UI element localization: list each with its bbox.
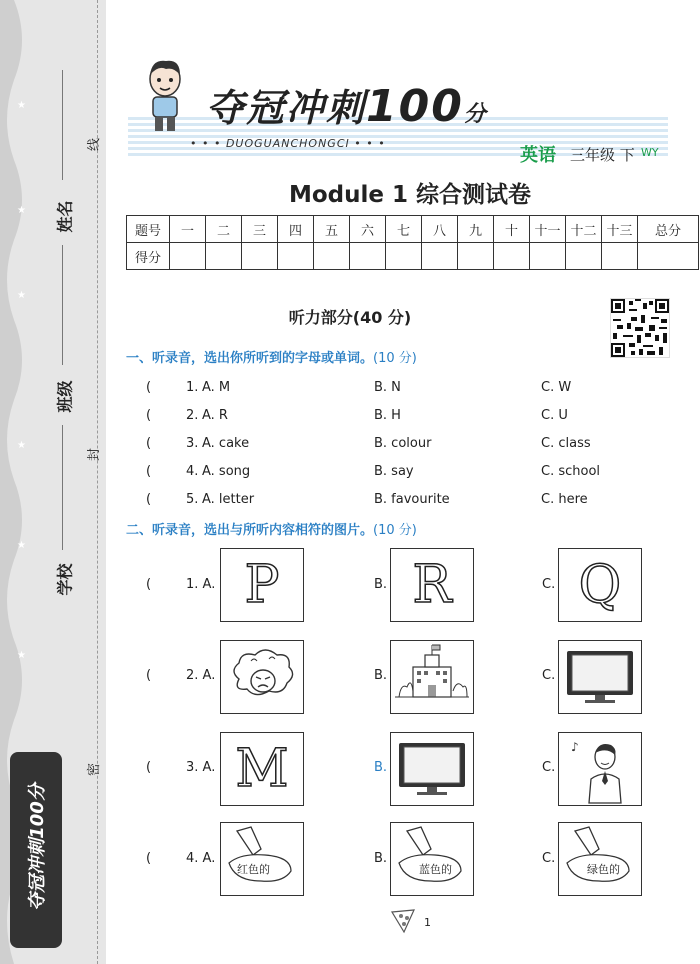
seal-label: 封 — [87, 447, 103, 462]
option-b: B. N — [374, 380, 401, 395]
secret-label: 密 — [87, 762, 103, 777]
picture-option[interactable] — [558, 732, 642, 806]
score-cell: 五 — [314, 216, 350, 243]
score-table — [126, 215, 699, 270]
question-row — [126, 408, 686, 428]
option-a: A. R — [202, 408, 228, 423]
letter-m-image: M — [235, 739, 289, 799]
side-logo: 夺冠冲刺100分 — [10, 752, 62, 948]
option-a: A. cake — [202, 436, 250, 451]
crayon-icon — [221, 823, 303, 895]
letter-p-image: P — [244, 555, 280, 615]
tv-icon — [391, 733, 473, 805]
picture-option[interactable] — [558, 548, 642, 622]
page-number: 1 — [424, 916, 431, 929]
question-row — [126, 492, 686, 512]
angry-face-icon — [221, 641, 303, 713]
option-label: C. — [542, 668, 556, 683]
option-b: B. say — [374, 464, 414, 479]
header-banner — [128, 55, 668, 165]
score-cell: 三 — [242, 216, 278, 243]
score-input-cell[interactable] — [206, 243, 242, 270]
score-cell: 八 — [422, 216, 458, 243]
score-cell: 二 — [206, 216, 242, 243]
picture-option[interactable] — [558, 640, 642, 714]
score-input-cell[interactable] — [530, 243, 566, 270]
score-value-row — [127, 243, 699, 270]
question-number: 1. — [186, 380, 199, 395]
answer-bracket[interactable]: ( — [146, 760, 152, 775]
question-number: 4. A. — [186, 851, 216, 866]
option-a: A. letter — [202, 492, 255, 507]
score-cell: 十三 — [602, 216, 638, 243]
school-line — [62, 425, 63, 550]
option-label: B. — [374, 851, 388, 866]
brand-title: 夺冠冲刺100分 — [206, 81, 488, 132]
answer-bracket[interactable]: ( — [146, 492, 152, 507]
tv-icon — [559, 641, 641, 713]
brand-pinyin: • • • DUOGUANCHONGCI • • • — [190, 137, 386, 150]
letter-r-image: R — [412, 555, 452, 615]
score-input-cell[interactable] — [350, 243, 386, 270]
answer-bracket[interactable]: ( — [146, 851, 152, 866]
question-number: 2. A. — [186, 668, 216, 683]
option-a: A. song — [202, 464, 251, 479]
question-number: 2. — [186, 408, 199, 423]
star-icon: ★ — [17, 100, 26, 111]
picture-option[interactable] — [220, 548, 304, 622]
picture-option[interactable] — [390, 548, 474, 622]
option-c: C. class — [541, 436, 591, 451]
score-input-cell[interactable] — [170, 243, 206, 270]
score-input-cell[interactable] — [278, 243, 314, 270]
score-input-cell[interactable] — [638, 243, 699, 270]
score-input-cell[interactable] — [494, 243, 530, 270]
answer-bracket[interactable]: ( — [146, 464, 152, 479]
score-input-cell[interactable] — [314, 243, 350, 270]
score-header-row — [127, 216, 699, 243]
name-line — [62, 70, 63, 180]
score-cell: 十一 — [530, 216, 566, 243]
binding-margin — [0, 0, 106, 964]
crayon-icon — [559, 823, 641, 895]
star-icon: ★ — [17, 205, 26, 216]
star-icon: ★ — [17, 650, 26, 661]
score-cell: 总分 — [638, 216, 699, 243]
option-a: A. M — [202, 380, 231, 395]
option-b: B. colour — [374, 436, 432, 451]
page-title: Module 1 综合测试卷 — [288, 182, 532, 208]
name-label: 姓名 — [55, 200, 75, 233]
option-b: B. favourite — [374, 492, 450, 507]
picture-option[interactable] — [390, 640, 474, 714]
letter-q-image: Q — [578, 555, 622, 615]
option-label: B. — [374, 760, 388, 775]
star-icon: ★ — [17, 540, 26, 551]
picture-option[interactable] — [220, 822, 304, 896]
option-label: B. — [374, 577, 388, 592]
picture-option[interactable] — [220, 732, 304, 806]
picture-option[interactable] — [390, 732, 474, 806]
question-row — [126, 464, 686, 484]
score-input-cell[interactable] — [458, 243, 494, 270]
answer-bracket[interactable]: ( — [146, 577, 152, 592]
option-label: C. — [542, 851, 556, 866]
score-row-label: 得分 — [127, 243, 170, 270]
svg-text:♪: ♪ — [571, 740, 579, 754]
score-cell: 十 — [494, 216, 530, 243]
question-number: 3. — [186, 436, 199, 451]
picture-option[interactable] — [220, 640, 304, 714]
school-label: 学校 — [55, 563, 75, 596]
picture-option[interactable] — [390, 822, 474, 896]
score-cell: 七 — [386, 216, 422, 243]
score-cell: 十二 — [566, 216, 602, 243]
question-row — [126, 380, 686, 400]
part2-instruction: 二、听录音，选出与所听内容相符的图片。(10 分) — [126, 523, 417, 538]
option-c: C. school — [541, 464, 601, 479]
question-number: 4. — [186, 464, 199, 479]
score-cell: 六 — [350, 216, 386, 243]
question-row — [126, 436, 686, 456]
page-ornament-icon — [388, 906, 420, 934]
boy-mascot-icon — [136, 55, 194, 135]
crayon-icon — [391, 823, 473, 895]
class-label: 班级 — [55, 380, 75, 413]
listening-section-title: 听力部分(40 分) — [288, 308, 412, 327]
option-label: B. — [374, 668, 388, 683]
line-label: 线 — [87, 137, 103, 152]
option-b: B. H — [374, 408, 401, 423]
crayon-label: 蓝色的 — [419, 863, 452, 876]
score-input-cell[interactable] — [422, 243, 458, 270]
answer-bracket[interactable]: ( — [146, 380, 152, 395]
question-number: 3. A. — [186, 760, 216, 775]
edition-label: WY — [641, 146, 659, 159]
answer-bracket[interactable]: ( — [146, 668, 152, 683]
answer-bracket[interactable]: ( — [146, 408, 152, 423]
option-c: C. W — [541, 380, 572, 395]
answer-bracket[interactable]: ( — [146, 436, 152, 451]
score-input-cell[interactable] — [242, 243, 278, 270]
crayon-label: 绿色的 — [587, 863, 620, 876]
subject-label: 英语 — [520, 145, 556, 166]
option-label: C. — [542, 760, 556, 775]
question-number: 1. A. — [186, 577, 216, 592]
score-input-cell[interactable] — [386, 243, 422, 270]
crayon-label: 红色的 — [237, 863, 270, 876]
school-building-icon — [391, 641, 473, 713]
score-cell: 一 — [170, 216, 206, 243]
option-c: C. U — [541, 408, 568, 423]
score-input-cell[interactable] — [602, 243, 638, 270]
grade-label: 三年级 下 — [570, 146, 635, 164]
score-cell: 题号 — [127, 216, 170, 243]
picture-option[interactable] — [558, 822, 642, 896]
part1-instruction: 一、听录音，选出你所听到的字母或单词。(10 分) — [126, 351, 417, 366]
star-icon: ★ — [17, 290, 26, 301]
singing-man-icon — [559, 733, 641, 805]
score-cell: 九 — [458, 216, 494, 243]
score-cell: 四 — [278, 216, 314, 243]
star-icon: ★ — [17, 440, 26, 451]
option-label: C. — [542, 577, 556, 592]
option-c: C. here — [541, 492, 588, 507]
question-number: 5. — [186, 492, 199, 507]
score-input-cell[interactable] — [566, 243, 602, 270]
